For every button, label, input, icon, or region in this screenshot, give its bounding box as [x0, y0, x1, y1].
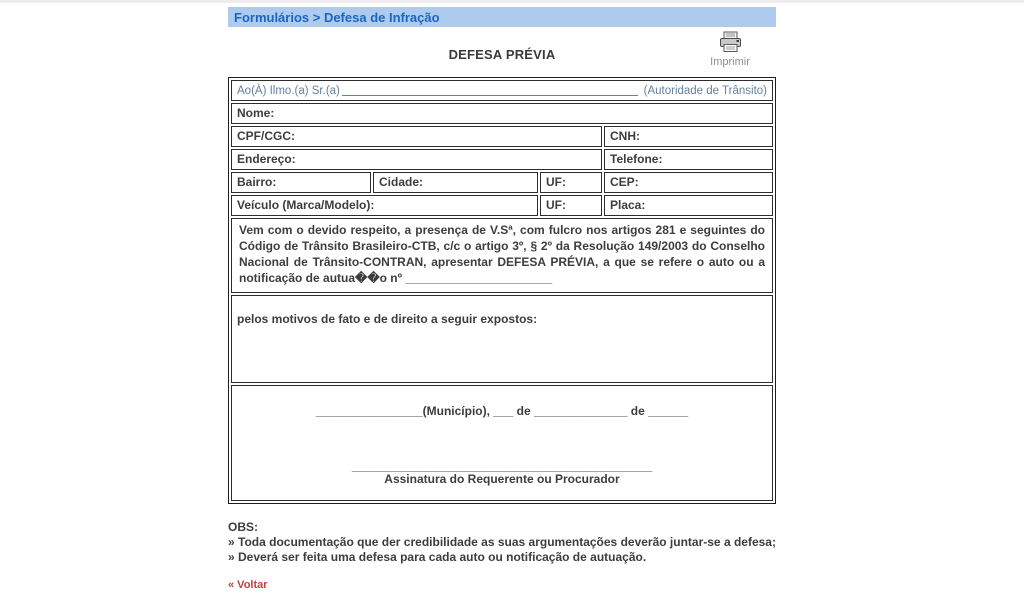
- form-row-closing: [231, 385, 773, 501]
- page-content: [228, 7, 776, 593]
- form-row-bairro-cidade-uf-cep: [231, 172, 773, 193]
- signature-block: [352, 460, 652, 487]
- field-telefone: Telefone:: [604, 149, 773, 170]
- closing-box: [231, 385, 773, 501]
- municipality-date-line: ________________(Município), ___ de ______________ de ______: [315, 404, 689, 418]
- form-row-endereco-telefone: [231, 149, 773, 170]
- defesa-previa-form: [228, 77, 776, 504]
- title-row: [228, 37, 776, 75]
- field-uf-veiculo: UF:: [540, 195, 602, 216]
- addressee-right-label: (Autoridade de Trânsito): [643, 85, 767, 97]
- breadcrumb: [228, 7, 776, 27]
- field-cpf-cgc: CPF/CGC:: [231, 126, 602, 147]
- field-bairro: Bairro:: [231, 172, 371, 193]
- print-label: Imprimir: [710, 56, 750, 68]
- page-top-strip: [0, 0, 1024, 3]
- form-row-cpf-cnh: [231, 126, 773, 147]
- form-row-nome: [231, 103, 773, 124]
- reasons-box: pelos motivos de fato e de direito a seguir expostos:: [231, 295, 773, 383]
- obs-section: [228, 520, 776, 565]
- breadcrumb-text: Formulários > Defesa de Infração: [234, 10, 440, 25]
- obs-item-2: » Deverá ser feita uma defesa para cada auto ou notificação de autuação.: [228, 550, 647, 564]
- form-row-addressee: [231, 80, 773, 101]
- field-veiculo: Veículo (Marca/Modelo):: [231, 195, 538, 216]
- form-row-reasons: [231, 295, 773, 383]
- field-placa: Placa:: [604, 195, 773, 216]
- obs-heading: OBS:: [228, 520, 258, 534]
- form-row-body-paragraph: [231, 218, 773, 293]
- print-button[interactable]: [706, 31, 754, 68]
- addressee-cell: [231, 80, 773, 101]
- back-link[interactable]: « Voltar: [228, 579, 268, 591]
- field-cnh: CNH:: [604, 126, 773, 147]
- body-paragraph: Vem com o devido respeito, a presença de V.Sª, com fulcro nos artigos 281 e seguintes do Código de Trânsito Brasileiro-CTB, c/c o artigo 3º, § 2º da Resolução 149/2003 do Conselho Nacional de Trânsito-CONTRAN, apresentar DEFESA PRÉVIA, a que se refere o auto ou a notificação de autua��o nº ______________________: [231, 218, 773, 293]
- field-nome: Nome:: [231, 103, 773, 124]
- field-cep: CEP:: [604, 172, 773, 193]
- printer-icon: [717, 40, 744, 57]
- addressee-blank-line: [342, 82, 638, 96]
- obs-item-1: » Toda documentação que der credibilidade as suas argumentações deverão juntar-se a defesa;: [228, 535, 776, 549]
- addressee-label: Ao(À) Ilmo.(a) Sr.(a): [237, 85, 340, 97]
- form-row-veiculo-uf-placa: [231, 195, 773, 216]
- signature-line: _____________________________________________: [351, 459, 653, 473]
- signature-label: Assinatura do Requerente ou Procurador: [384, 472, 620, 486]
- field-cidade: Cidade:: [373, 172, 538, 193]
- page-title: DEFESA PRÉVIA: [448, 47, 556, 62]
- field-endereco: Endereço:: [231, 149, 602, 170]
- field-uf: UF:: [540, 172, 602, 193]
